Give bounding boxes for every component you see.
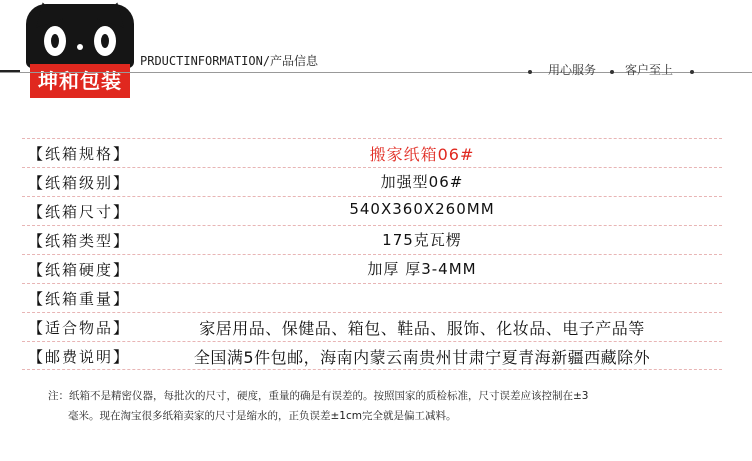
spec-value: 家居用品、保健品、箱包、鞋品、服饰、化妆品、电子产品等 [199, 319, 645, 338]
cat-eye-left [44, 26, 66, 56]
spec-label: 【纸箱级别】 [28, 174, 131, 192]
brand-logo[interactable] [20, 4, 140, 100]
spec-label: 【纸箱硬度】 [28, 261, 131, 279]
spec-row-grade [22, 167, 722, 196]
product-info-title: PRDUCTINFORMATION/产品信息 [140, 54, 319, 68]
spec-row-size [22, 196, 722, 225]
spec-label: 【纸箱规格】 [28, 145, 131, 163]
nav-link-customer[interactable]: 客户至上 [625, 63, 674, 77]
spec-value: 加强型06# [380, 173, 464, 191]
spec-label: 【纸箱尺寸】 [28, 203, 131, 221]
cat-ear-right [97, 0, 130, 28]
note-line-2: 毫米。现在淘宝很多纸箱卖家的尺寸是缩水的，正负误差±1cm完全就是偏工减料。 [68, 410, 457, 422]
spec-table [22, 138, 722, 370]
spec-row-hardness [22, 254, 722, 283]
nav-link-service[interactable]: 用心服务 [548, 63, 597, 77]
spec-row-type [22, 225, 722, 254]
spec-label: 【纸箱重量】 [28, 290, 131, 308]
cat-eye-right [94, 26, 116, 56]
cat-logo-icon [26, 4, 134, 68]
spec-value: 175克瓦楞 [382, 231, 462, 249]
spec-value: 加厚 厚3-4MM [367, 260, 477, 278]
brand-name: 坤和包装 [30, 64, 130, 98]
note-line-1: 注：纸箱不是精密仪器，每批次的尺寸，硬度，重量的确是有误差的。按照国家的质检标准，尺寸误差应该控制在±3 [48, 390, 589, 402]
spec-value: 全国满5件包邮，海南内蒙云南贵州甘肃宁夏青海新疆西藏除外 [193, 348, 651, 367]
header [0, 0, 752, 110]
divider-dot [610, 70, 614, 74]
spec-value: 搬家纸箱06# [369, 145, 475, 164]
spec-row-suitable [22, 312, 722, 341]
spec-row-shipping [22, 341, 722, 370]
spec-row-spec [22, 138, 722, 167]
spec-label: 【邮费说明】 [28, 348, 131, 366]
disclaimer-note [48, 386, 688, 426]
spec-label: 【纸箱类型】 [28, 232, 131, 250]
cat-ear-left [29, 0, 62, 28]
cat-nose [77, 44, 83, 50]
spec-label: 【适合物品】 [28, 319, 131, 337]
divider-dot [690, 70, 694, 74]
spec-value: 540X360X260MM [349, 200, 495, 218]
spec-row-weight [22, 283, 722, 312]
divider-dot [528, 70, 532, 74]
